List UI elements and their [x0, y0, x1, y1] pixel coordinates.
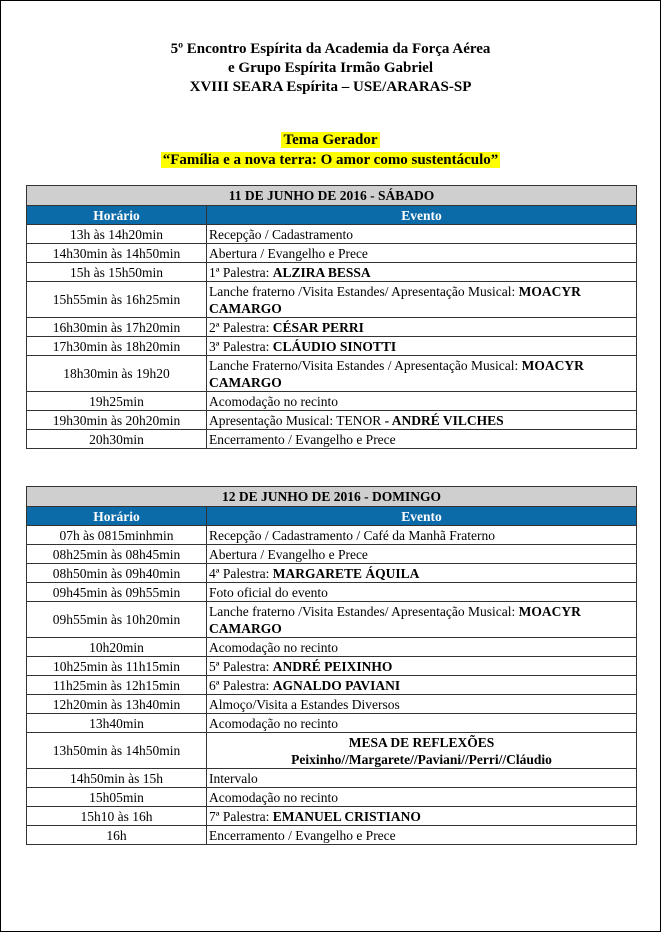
row-time: 18h30min às 19h20: [27, 356, 207, 392]
row-time: 16h30min às 17h20min: [27, 318, 207, 337]
row-event: Lanche fraterno /Visita Estandes/ Apresentação Musical: MOACYR CAMARGO: [207, 282, 637, 318]
col-header-time: Horário: [27, 507, 207, 526]
row-time: 14h30min às 14h50min: [27, 244, 207, 263]
row-time: 15h às 15h50min: [27, 263, 207, 282]
row-event: Lanche Fraterno/Visita Estandes / Apresentação Musical: MOACYR CAMARGO: [207, 356, 637, 392]
schedule-table-sunday: [26, 486, 637, 845]
table-row: [27, 337, 637, 356]
row-event: Acomodação no recinto: [207, 638, 637, 657]
table-row: [27, 583, 637, 602]
row-time: 12h20min às 13h40min: [27, 695, 207, 714]
row-event: Apresentação Musical: TENOR - ANDRÉ VILCHES: [207, 411, 637, 430]
table-row: [27, 392, 637, 411]
row-event: 2ª Palestra: CÉSAR PERRI: [207, 318, 637, 337]
row-time: 15h10 às 16h: [27, 807, 207, 826]
row-time: 15h05min: [27, 788, 207, 807]
row-event: 5ª Palestra: ANDRÉ PEIXINHO: [207, 657, 637, 676]
row-event: Abertura / Evangelho e Prece: [207, 545, 637, 564]
row-event: 6ª Palestra: AGNALDO PAVIANI: [207, 676, 637, 695]
row-time: 13h50min às 14h50min: [27, 733, 207, 769]
theme-label: Tema Gerador: [283, 132, 378, 148]
table-row: [27, 733, 637, 769]
row-time: 10h20min: [27, 638, 207, 657]
table-row: [27, 564, 637, 583]
document-header: [0, 40, 661, 97]
row-time: 19h30min às 20h20min: [27, 411, 207, 430]
row-event: 1ª Palestra: ALZIRA BESSA: [207, 263, 637, 282]
row-event: Encerramento / Evangelho e Prece: [207, 826, 637, 845]
day-title-sunday: 12 DE JUNHO DE 2016 - DOMINGO: [27, 487, 637, 507]
row-event-reflexoes: MESA DE REFLEXÕES Peixinho//Margarete//Paviani//Perri//Cláudio: [207, 733, 637, 769]
row-time: 14h50min às 15h: [27, 769, 207, 788]
table-row: [27, 356, 637, 392]
row-time: 09h45min às 09h55min: [27, 583, 207, 602]
table-row: [27, 788, 637, 807]
row-time: 08h25min às 08h45min: [27, 545, 207, 564]
row-event: Acomodação no recinto: [207, 714, 637, 733]
row-event: 7ª Palestra: EMANUEL CRISTIANO: [207, 807, 637, 826]
row-time: 15h55min às 16h25min: [27, 282, 207, 318]
row-event: Abertura / Evangelho e Prece: [207, 244, 637, 263]
row-time: 13h às 14h20min: [27, 225, 207, 244]
row-event: Lanche fraterno /Visita Estandes/ Apresentação Musical: MOACYR CAMARGO: [207, 602, 637, 638]
row-event: Almoço/Visita a Estandes Diversos: [207, 695, 637, 714]
row-event: Foto oficial do evento: [207, 583, 637, 602]
col-header-event: Evento: [207, 206, 637, 225]
table-row: [27, 526, 637, 545]
table-row: [27, 602, 637, 638]
row-time: 16h: [27, 826, 207, 845]
row-event: Recepção / Cadastramento / Café da Manhã Fraterno: [207, 526, 637, 545]
row-event: 3ª Palestra: CLÁUDIO SINOTTI: [207, 337, 637, 356]
table-row: [27, 695, 637, 714]
table-row: [27, 430, 637, 449]
row-event: Recepção / Cadastramento: [207, 225, 637, 244]
table-row: [27, 263, 637, 282]
day-title-saturday: 11 DE JUNHO DE 2016 - SÁBADO: [27, 186, 637, 206]
row-time: 20h30min: [27, 430, 207, 449]
col-header-event: Evento: [207, 507, 637, 526]
table-row: [27, 244, 637, 263]
col-header-time: Horário: [27, 206, 207, 225]
row-event: Acomodação no recinto: [207, 392, 637, 411]
table-row: [27, 769, 637, 788]
row-time: 17h30min às 18h20min: [27, 337, 207, 356]
row-event: 4ª Palestra: MARGARETE ÁQUILA: [207, 564, 637, 583]
table-row: [27, 411, 637, 430]
table-row: [27, 714, 637, 733]
row-time: 10h25min às 11h15min: [27, 657, 207, 676]
table-row: [27, 676, 637, 695]
header-line-3: XVIII SEARA Espírita – USE/ARARAS-SP: [189, 79, 472, 95]
header-line-2: e Grupo Espírita Irmão Gabriel: [228, 60, 433, 76]
table-row: [27, 225, 637, 244]
row-event: Acomodação no recinto: [207, 788, 637, 807]
row-time: 19h25min: [27, 392, 207, 411]
row-time: 11h25min às 12h15min: [27, 676, 207, 695]
table-row: [27, 807, 637, 826]
row-event: Encerramento / Evangelho e Prece: [207, 430, 637, 449]
table-row: [27, 318, 637, 337]
theme-title: “Família e a nova terra: O amor como sustentáculo”: [162, 152, 499, 168]
schedule-table-saturday: [26, 185, 637, 449]
table-row: [27, 638, 637, 657]
theme-block: [0, 130, 661, 170]
table-row: [27, 657, 637, 676]
row-time: 08h50min às 09h40min: [27, 564, 207, 583]
table-row: [27, 545, 637, 564]
header-line-1: 5º Encontro Espírita da Academia da Força Aérea: [170, 41, 491, 57]
row-time: 13h40min: [27, 714, 207, 733]
row-time: 09h55min às 10h20min: [27, 602, 207, 638]
row-time: 07h às 0815minhmin: [27, 526, 207, 545]
row-event: Intervalo: [207, 769, 637, 788]
table-row: [27, 282, 637, 318]
table-row: [27, 826, 637, 845]
